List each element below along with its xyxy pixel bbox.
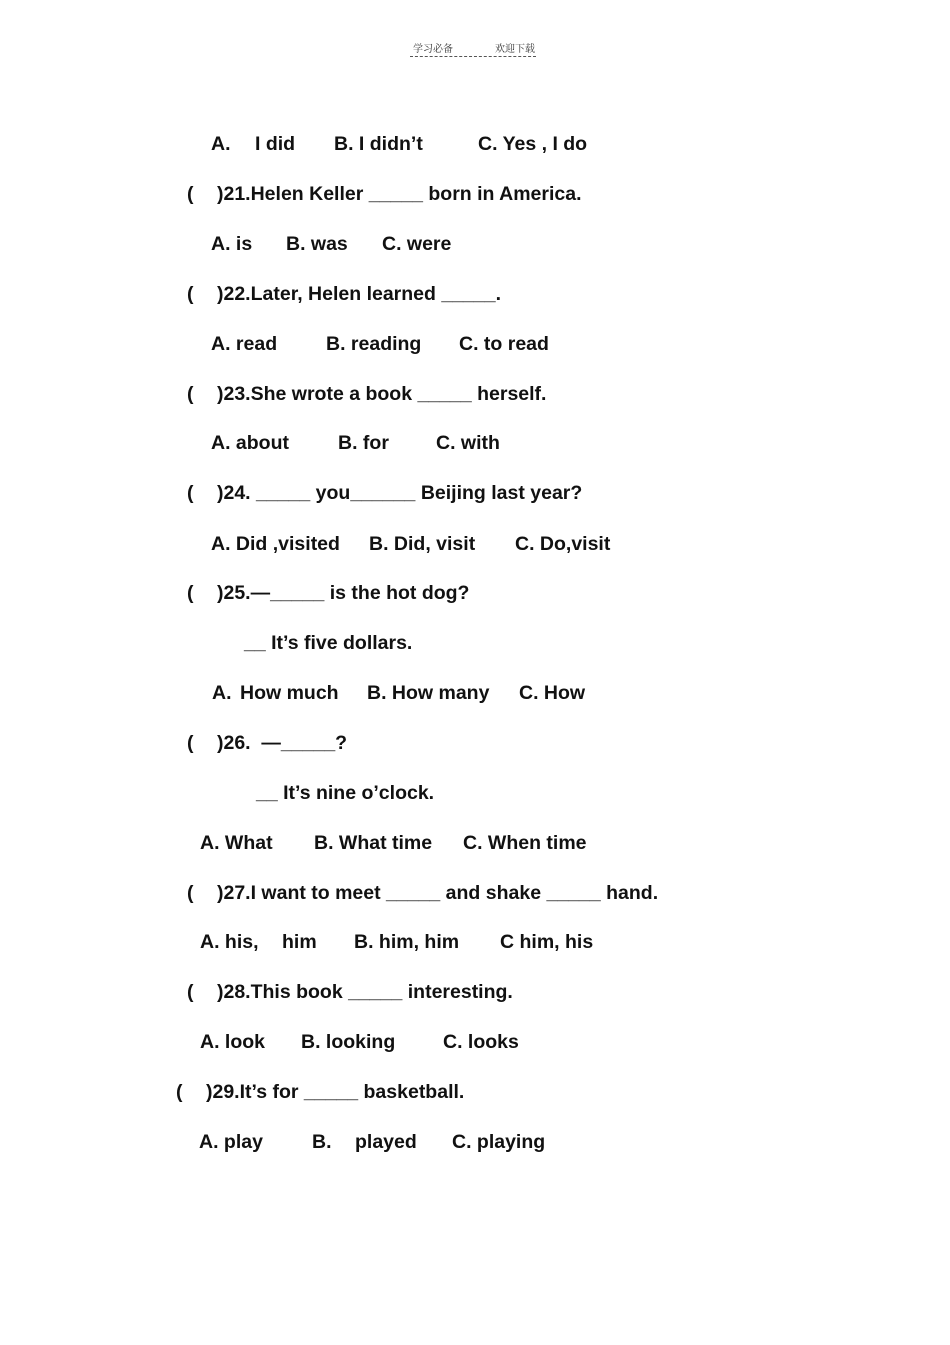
- option-b: B. was: [286, 233, 348, 255]
- option-a: A. is: [211, 233, 253, 255]
- option-a-second: him: [282, 931, 317, 953]
- dialogue-reply-q26: __ It’s nine o’clock.: [256, 782, 435, 804]
- option-c: C. Do,visit: [515, 533, 611, 555]
- answer-bracket: (: [187, 383, 194, 405]
- option-a: A. about: [211, 432, 289, 454]
- option-a: How much: [240, 682, 339, 704]
- option-b: B. I didn’t: [334, 133, 423, 155]
- option-b: B. What time: [314, 832, 433, 854]
- option-c: C. with: [436, 432, 500, 454]
- option-c: C. looks: [443, 1031, 519, 1053]
- option-b-letter: B.: [312, 1131, 332, 1153]
- question-stem: )25.—_____ is the hot dog?: [217, 582, 470, 604]
- option-a: A. play: [199, 1131, 263, 1153]
- question-stem: )28.This book _____ interesting.: [217, 981, 513, 1003]
- answer-bracket: (: [187, 882, 194, 904]
- header-left-text: 学习必备: [413, 44, 453, 55]
- option-c: C. playing: [452, 1131, 546, 1153]
- option-a: A. What: [200, 832, 273, 854]
- option-b: B. Did, visit: [369, 533, 476, 555]
- option-b: B. How many: [367, 682, 490, 704]
- option-b: played: [355, 1131, 417, 1153]
- option-a-letter: A.: [211, 133, 231, 155]
- option-a: A. Did ,visited: [211, 533, 340, 555]
- option-c: C. Yes , I do: [478, 133, 588, 155]
- question-26: [187, 731, 348, 803]
- options-q29: [199, 1130, 546, 1250]
- option-a: I did: [255, 133, 296, 155]
- question-stem: )24. _____ you______ Beijing last year?: [217, 482, 583, 504]
- header-right-text: 欢迎下载: [495, 44, 535, 55]
- question-stem: )27.I want to meet _____ and shake _____ hand.: [217, 882, 659, 904]
- answer-bracket: (: [187, 482, 194, 504]
- question-stem: )29.It’s for _____ basketball.: [206, 1081, 465, 1103]
- question-stem: )23.She wrote a book _____ herself.: [217, 383, 547, 405]
- option-c: C. How: [519, 682, 586, 704]
- question-stem: )26. —_____?: [217, 732, 348, 754]
- option-b: B. him, him: [354, 931, 460, 953]
- answer-bracket: (: [187, 981, 194, 1003]
- option-a: A. look: [200, 1031, 266, 1053]
- answer-bracket: (: [187, 732, 194, 754]
- option-c: C. to read: [459, 333, 549, 355]
- question-stem: )22.Later, Helen learned _____.: [217, 283, 501, 305]
- option-c: C. When time: [463, 832, 587, 854]
- option-a: A. his,: [200, 931, 259, 953]
- option-b: B. looking: [301, 1031, 396, 1053]
- option-b: B. reading: [326, 333, 422, 355]
- option-a-letter: A.: [212, 682, 232, 704]
- option-c: C. were: [382, 233, 452, 255]
- option-c: C him, his: [500, 931, 594, 953]
- option-b: B. for: [338, 432, 389, 454]
- answer-bracket: (: [187, 183, 194, 205]
- option-a: A. read: [211, 333, 278, 355]
- answer-bracket: (: [187, 283, 194, 305]
- answer-bracket: (: [187, 582, 194, 604]
- question-stem: )21.Helen Keller _____ born in America.: [217, 183, 582, 205]
- dialogue-reply-q25: __ It’s five dollars.: [244, 632, 413, 654]
- page-header: [410, 38, 536, 57]
- answer-bracket: (: [176, 1081, 183, 1103]
